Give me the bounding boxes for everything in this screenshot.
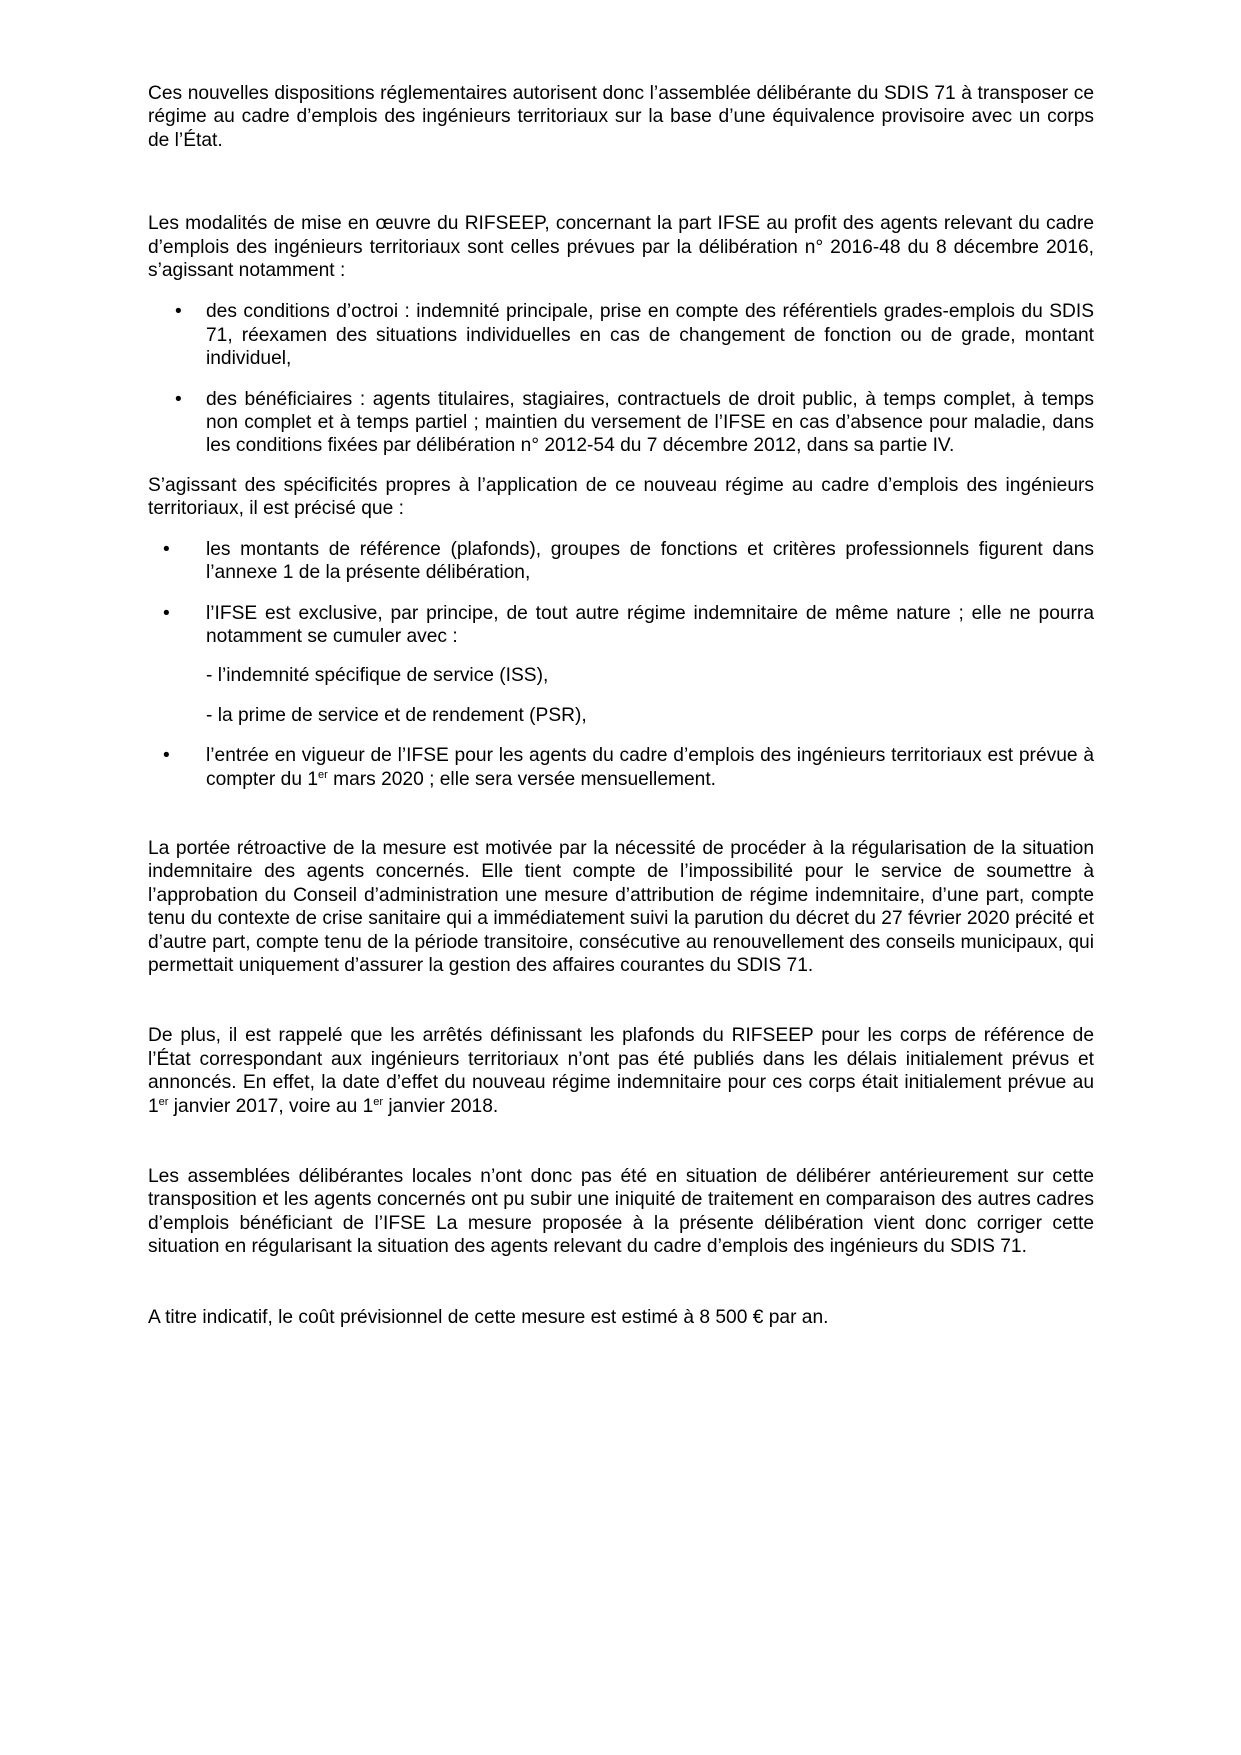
bullet-icon: • [163, 538, 170, 560]
text-segment: l’entrée en vigueur de l’IFSE pour les agents du cadre d’emplois des ingénieurs territoriaux est prévue à compter du 1 [206, 745, 1094, 790]
bullet-icon: • [175, 301, 182, 323]
deplus-paragraph [148, 1024, 1094, 1118]
modalites-list [148, 300, 1094, 457]
list-item [148, 538, 1094, 585]
bullet-icon: • [163, 602, 170, 624]
list-item [148, 744, 1094, 791]
text-segment: janvier 2017, voire au 1 [168, 1095, 374, 1117]
specificites-paragraph: S’agissant des spécificités propres à l’application de ce nouveau régime au cadre d’emplois des ingénieurs territoriaux, il est précisé que : [148, 474, 1094, 520]
superscript: er [318, 768, 328, 781]
bullet-icon: • [163, 745, 170, 767]
list-item-text: des bénéficiaires : agents titulaires, stagiaires, contractuels de droit public, à temps complet, à temps non complet et à temps partiel ; maintien du versement de l’IFSE en cas d’absence pour maladie, dans les conditions fixées par délibération n° 2012-54 du 7 décembre 2012, dans sa partie IV. [206, 388, 1094, 457]
text-segment: De plus, il est rappelé que les arrêtés définissant les plafonds du RIFSEEP pour les corps de référence de l’État correspondant aux ingénieurs territoriaux n’ont pas été publiés dans les délais initialement prévus et annoncés. En effet, la date d’effet du nouveau régime indemnitaire pour ces corps était initialement prévue au 1 [148, 1025, 1094, 1117]
bullet-icon: • [175, 388, 182, 410]
list-item [148, 300, 1094, 370]
list-item-text: l’IFSE est exclusive, par principe, de tout autre régime indemnitaire de même nature ; elle ne pourra notamment se cumuler avec : [206, 602, 1094, 647]
list-item-text: les montants de référence (plafonds), groupes de fonctions et critères professionnels figurent dans l’annexe 1 de la présente délibération, [206, 538, 1094, 584]
text-segment: mars 2020 ; elle sera versée mensuellement. [327, 768, 716, 790]
specificites-list [148, 538, 1094, 791]
list-item [148, 602, 1094, 728]
document-page [148, 82, 1094, 1329]
list-item-text [206, 745, 1094, 789]
list-item-text: des conditions d’octroi : indemnité principale, prise en compte des référentiels grades-emplois du SDIS 71, réexamen des situations individuelles en cas de changement de fonction ou de grade, montant individuel, [206, 301, 1094, 370]
retroactive-paragraph: La portée rétroactive de la mesure est motivée par la nécessité de procéder à la régularisation de la situation indemnitaire des agents concernés. Elle tient compte de l’impossibilité pour le service de soumettre à l’approbation du Conseil d’administration une mesure d’attribution de régime indemnitaire, d’une part, compte tenu du contexte de crise sanitaire qui a immédiatement suivi la parution du décret du 27 février 2020 précité et d’autre part, compte tenu de la période transitoire, consécutive au renouvellement des conseils municipaux, qui permettait uniquement d’assurer la gestion des affaires courantes du SDIS 71. [148, 837, 1094, 976]
sub-item-psr: - la prime de service et de rendement (PSR), [206, 704, 587, 726]
modalites-paragraph: Les modalités de mise en œuvre du RIFSEEP, concernant la part IFSE au profit des agents relevant du cadre d’emplois des ingénieurs territoriaux sont celles prévues par la délibération n° 2016-48 du 8 décembre 2016, s’agissant notamment : [148, 213, 1094, 282]
intro-paragraph: Ces nouvelles dispositions réglementaires autorisent donc l’assemblée délibérante du SDIS 71 à transposer ce régime au cadre d’emplois des ingénieurs territoriaux sur la base d’une équivalence provisoire avec un corps de l’État. [148, 83, 1094, 151]
text-segment: janvier 2018. [383, 1095, 499, 1117]
superscript: er [373, 1095, 384, 1108]
list-item [148, 388, 1094, 458]
assemblees-paragraph: Les assemblées délibérantes locales n’ont donc pas été en situation de délibérer antérieurement sur cette transposition et les agents concernés ont pu subir une iniquité de traitement en comparaison des autres cadres d’emplois bénéficiant de l’IFSE La mesure proposée à la présente délibération vient donc corriger cette situation en régularisant la situation des agents relevant du cadre d’emplois des ingénieurs du SDIS 71. [148, 1166, 1094, 1258]
cout-paragraph: A titre indicatif, le coût prévisionnel de cette mesure est estimé à 8 500 € par an. [148, 1306, 829, 1328]
superscript: er [158, 1095, 169, 1108]
sub-item-iss: - l’indemnité spécifique de service (ISS), [206, 665, 549, 687]
